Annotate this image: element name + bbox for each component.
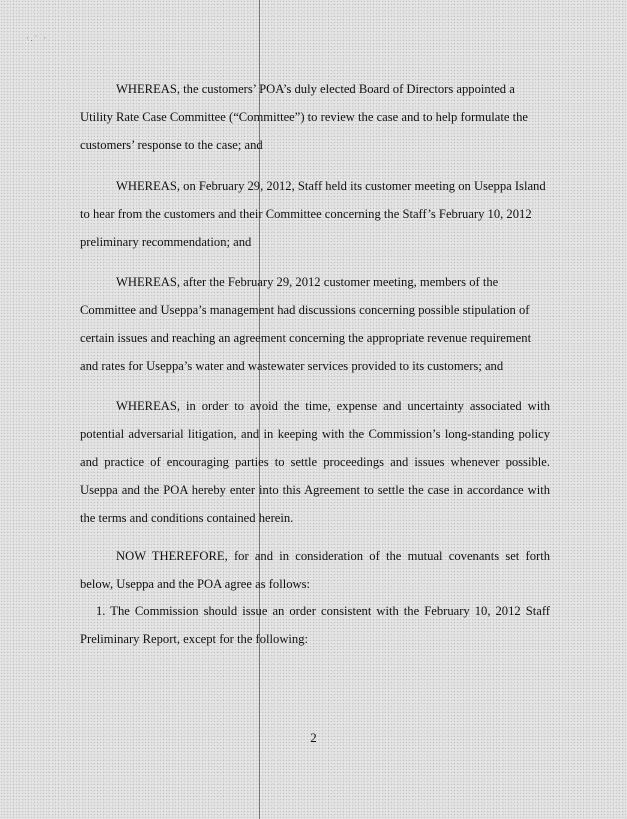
paragraph-discussions — [80, 268, 550, 380]
page-number: 2 — [310, 730, 317, 745]
paragraph-text: 1. The Commission should issue an order consistent with the February 10, 2012 Staff Preliminary Report, except for the following: — [80, 604, 550, 646]
paragraph-text: NOW THEREFORE, for and in consideration of the mutual covenants set forth below, Useppa and the POA agree as follows: — [80, 549, 550, 591]
paragraph-text: WHEREAS, after the February 29, 2012 customer meeting, members of the Committee and Useppa’s management had discussions concerning possible stipulation of certain issues and reaching an agreement concerning the appropriate revenue requirement and rates for Useppa’s water and wastewater services provided to its customers; and — [80, 275, 532, 373]
paragraph-text: WHEREAS, in order to avoid the time, expense and uncertainty associated with potential adversarial litigation, and in keeping with the Commission’s long-standing policy and practice of encouraging parties to settle proceedings and issues whenever possible. Useppa and the POA hereby enter into this Agreement to settle the case in accordance with the terms and conditions contained herein. — [80, 399, 550, 525]
paragraph-text: WHEREAS, on February 29, 2012, Staff held its customer meeting on Useppa Island to hear from the customers and their Committee concerning the Staff’s February 10, 2012 preliminary recommendation; and — [80, 179, 546, 249]
paragraph-board-appointment — [80, 75, 550, 159]
paragraph-text: WHEREAS, the customers’ POA’s duly elected Board of Directors appointed a Utility Rate Case Committee (“Committee”) to review the case and to help formulate the customers’ response to the case; and — [80, 82, 528, 152]
agreement-item-1 — [80, 597, 550, 653]
paragraph-customer-meeting — [80, 172, 550, 256]
paragraph-settlement-intent — [80, 392, 550, 532]
paragraph-now-therefore — [80, 542, 550, 598]
scan-specks: ·.˙ · — [26, 34, 48, 43]
